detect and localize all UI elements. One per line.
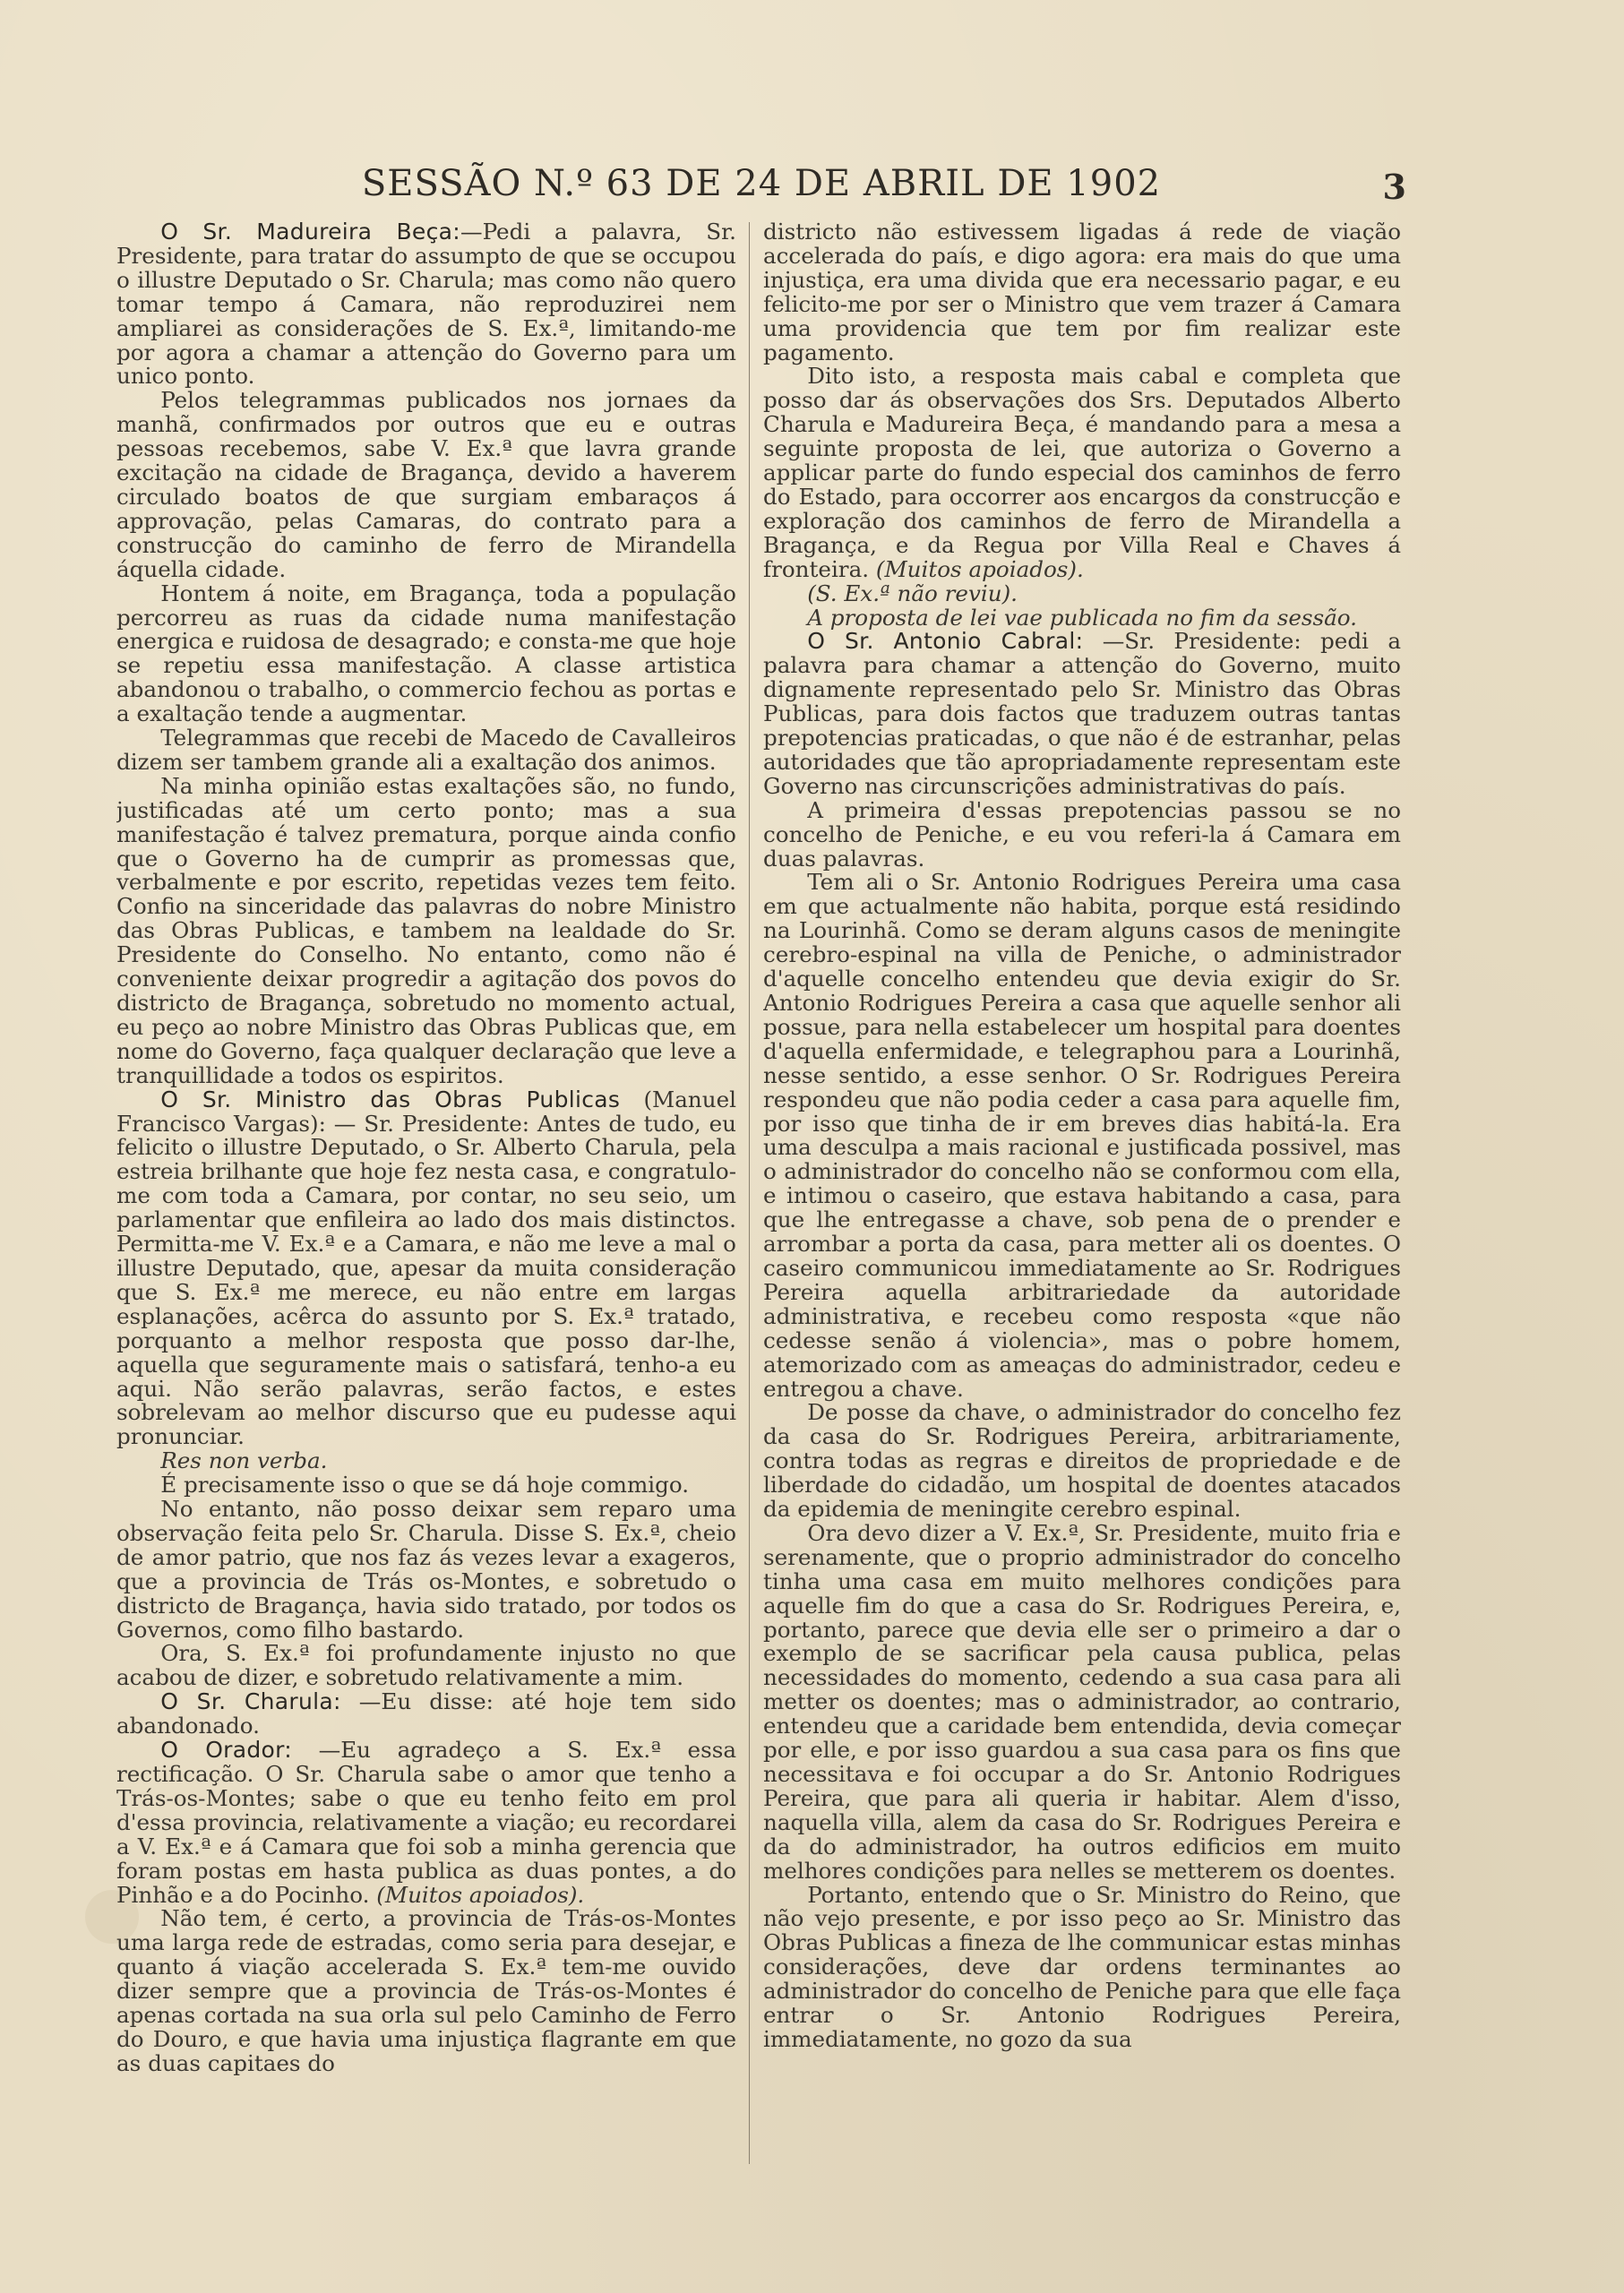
page-header [116,159,1406,213]
right-column [763,220,1401,2173]
paragraph: Tem ali o Sr. Antonio Rodrigues Pereira uma casa em que actualmente não habita, porque está residindo na Lourinhã. Como se deram alguns casos de meningite cerebro-espinal na villa de Peniche, o administrador d'aquelle concelho entendeu que devia exigir do Sr. Antonio Rodrigues Pereira a casa que aquelle senhor ali possue, para nella estabelecer um hospital para doentes d'aquella enfermidade, e telegraphou para a Lourinhã, nesse sentido, a esse senhor. O Sr. Rodrigues Pereira respondeu que não podia ceder a casa para aquelle fim, por isso que tinha de ir em breves dias habitá-la. Era uma desculpa a mais racional e justificada possivel, mas o administrador do concelho não se conformou com ella, e intimou o caseiro, que estava habitando a casa, para que lhe entregasse a chave, sob pena de o prender e arrombar a porta da casa, para metter ali os doentes. O caseiro communicou immediatamente ao Sr. Rodrigues Pereira aquella arbitrariedade da autoridade administrativa, e recebeu como resposta «que não cedesse senão á violencia», mas o pobre homem, atemorizado com as ameaças do administrador, cedeu e entregou a chave. [763,869,1401,1402]
paragraph [116,1088,736,1450]
paragraph: districto não estivessem ligadas á rede de viação accelerada do país, e digo agora: era mais do que uma injustiça, era uma divida que era necessario pagar, e eu felicito-me por ser o Ministro que vem trazer á Camara uma providencia que tem por fim realizar este pagamento. [763,220,1401,365]
paragraph: De posse da chave, o administrador do concelho fez da casa do Sr. Rodrigues Pereira, arbitrariamente, contra todas as regras e direitos de propriedade e de liberdade do cidadão, um hospital de doentes atacados da epidemia de meningite cerebro espinal. [763,1399,1401,1523]
left-column [116,220,736,2173]
revision-note: (S. Ex.ª não reviu). [807,580,1018,606]
aside-note: (Muitos apoiados). [875,555,1084,582]
paragraph: Hontem á noite, em Bragança, toda a população percorreu as ruas da cidade numa manifestação energica e ruidosa de desagrado; e consta-me que hoje se repetiu essa manifestação. A classe artistica abandonou o trabalho, o commercio fechou as portas e a exaltação tende a augmentar. [116,580,736,727]
paragraph [116,220,736,389]
speech-text: —Eu disse: até hoje tem sido abandonado. [116,1688,736,1739]
paragraph [116,1739,736,1907]
speech-text: (Manuel Francisco Vargas): — Sr. Presidente: Antes de tudo, eu felicito o illustre Deputado, o Sr. Alberto Charula, pela estreia brilhante que hoje fez nesta casa, e congratulo-me com toda a Camara, por contar, no seu seio, um parlamentar que enfileira ao lado dos mais distinctos. Permitta-me V. Ex.ª e a Camara, e não me leve a mal o illustre Deputado, que, apesar da muita consideração que S. Ex.ª me merece, eu não entre em largas esplanações, acêrca do assunto por S. Ex.ª tratado, porquanto a melhor resposta que posso dar-lhe, aquella que seguramente mais o satisfará, tenho-a eu aqui. Não serão palavras, serão factos, e estes sobrelevam ao melhor discurso que eu pudesse aqui pronunciar. [116,1086,736,1450]
page-number: 3 [1382,167,1406,207]
paragraph: No entanto, não posso deixar sem reparo uma observação feita pelo Sr. Charula. Disse S. Ex.ª, cheio de amor patrio, que nos faz ás vezes levar a exageros, que a provincia de Trás os-Montes, e sobretudo o districto de Bragança, havia sido tratado, por todos os Governos, como filho bastardo. [116,1496,736,1643]
paragraph: É precisamente isso o que se dá hoje commigo. [160,1472,690,1499]
session-title: SESSÃO N.º 63 DE 24 DE ABRIL DE 1902 [361,163,1162,204]
speaker-name: O Orador: [160,1737,293,1764]
latin-quote: Res non verba. [160,1447,328,1474]
speech-text: Dito isto, a resposta mais cabal e completa que posso dar ás observações dos Srs. Deputados Alberto Charula e Madureira Beça, é mandando para a mesa a seguinte proposta de lei, que autoriza o Governo a applicar parte do fundo especial dos caminhos de ferro do Estado, para occorrer aos encargos da construcção e exploração dos caminhos de ferro de Mirandella a Bragança, e da Regua por Villa Real e Chaves á fronteira. [763,363,1401,582]
speaker-name: O Sr. Antonio Cabral: [807,628,1084,655]
paragraph: A primeira d'essas prepotencias passou se no concelho de Peniche, e eu vou referi-la á Camara em duas palavras. [763,796,1401,872]
paragraph: Pelos telegrammas publicados nos jornaes da manhã, confirmados por outros que eu e outras pessoas recebemos, sabe V. Ex.ª que lavra grande excitação na cidade de Bragança, devido a haverem circulado boatos de que surgiam embaraços á approvação, pelas Camaras, do contrato para a construcção do caminho de ferro de Mirandella áquella cidade. [116,387,736,582]
paragraph: Ora, S. Ex.ª foi profundamente injusto no que acabou de dizer, e sobretudo relativamente a mim. [116,1640,736,1691]
speech-text: —Sr. Presidente: pedi a palavra para chamar a attenção do Governo, muito dignamente representado pelo Sr. Ministro das Obras Publicas, para dois factos que traduzem outras tantas prepotencias praticadas, o que não é de estranhar, pelas autoridades que tão apropriadamente representam este Governo nas circunscrições administrativas do país. [763,628,1401,799]
paragraph [763,365,1401,581]
paragraph: Não tem, é certo, a provincia de Trás-os-Montes uma larga rede de estradas, como seria para desejar, e quanto á viação accelerada S. Ex.ª tem-me ouvido dizer sempre que a provincia de Trás-os-Montes é apenas cortada na sua orla sul pelo Caminho de Ferro do Douro, e que havia uma injustiça flagrante em que as duas capitaes do [116,1905,736,2076]
speaker-name: O Sr. Madureira Beça: [160,220,460,245]
aside-note: (Muitos apoiados). [376,1881,585,1908]
paragraph: Ora devo dizer a V. Ex.ª, Sr. Presidente, muito fria e serenamente, que o proprio administrador do concelho tinha uma casa em muito melhores condições para aquelle fim do que a casa do Sr. Rodrigues Pereira, e, portanto, parece que devia elle ser o primeiro a dar o exemplo de se sacrificar pela causa publica, pelas necessidades do momento, cedendo a sua casa para ali metter os doentes; mas o administrador, ao contrario, entendeu que a caridade bem entendida, devia começar por elle, e por isso guardou a sua casa para os fins que necessitava e foi occupar a do Sr. Antonio Rodrigues Pereira, que para ali queria ir habitar. Alem d'isso, naquella villa, alem da casa do Sr. Rodrigues Pereira e da do administrador, ha outros edificios em muito melhores condições para nelles se metterem os doentes. [763,1519,1401,1884]
proposal-note: A proposta de lei vae publicada no fim da sessão. [807,604,1357,631]
paragraph: Portanto, entendo que o Sr. Ministro do Reino, que não vejo presente, e por isso peço ao Sr. Ministro das Obras Publicas a fineza de lhe communicar estas minhas considerações, deve dar ordens terminantes ao administrador do concelho de Peniche para que elle faça entrar o Sr. Antonio Rodrigues Pereira, immediatamente, no gozo da sua [763,1881,1401,2052]
paragraph: Na minha opinião estas exaltações são, no fundo, justificadas até um certo ponto; mas a sua manifestação é talvez prematura, porque ainda confio que o Governo ha de cumprir as promessas que, verbalmente e por escrito, repetidas vezes tem feito. Confio na sinceridade das palavras do nobre Ministro das Obras Publicas, e tambem na lealdade do Sr. Presidente do Conselho. No entanto, como não é conveniente deixar progredir a agitação dos povos do districto de Bragança, sobretudo no momento actual, eu peço ao nobre Ministro das Obras Publicas que, em nome do Governo, faça qualquer declaração que leve a tranquillidade a todos os espiritos. [116,772,736,1088]
paragraph: Telegrammas que recebi de Macedo de Cavalleiros dizem ser tambem grande ali a exaltação dos animos. [116,725,736,775]
paragraph [116,1690,736,1739]
speaker-name: O Sr. Ministro das Obras Publicas [160,1086,621,1112]
speaker-name: O Sr. Charula: [160,1688,341,1715]
speech-text: —Pedi a palavra, Sr. Presidente, para tratar do assumpto de que se occupou o illustre Deputado o Sr. Charula; mas como não quero tomar tempo á Camara, não reproduzirei nem ampliarei as considerações de S. Ex.ª, limitando-me por agora a chamar a attenção do Governo para um unico ponto. [116,220,736,390]
column-divider [749,222,750,2164]
paragraph [763,630,1401,798]
speech-text: —Eu agradeço a S. Ex.ª essa rectificação. O Sr. Charula sabe o amor que tenho a Trás-os-Montes; sabe o que eu tenho feito em prol d'essa provincia, relativamente a viação; eu recordarei a V. Ex.ª e á Camara que foi sob a minha gerencia que foram postas em hasta publica as duas pontes, a do Pinhão e a do Pocinho. [116,1737,736,1908]
